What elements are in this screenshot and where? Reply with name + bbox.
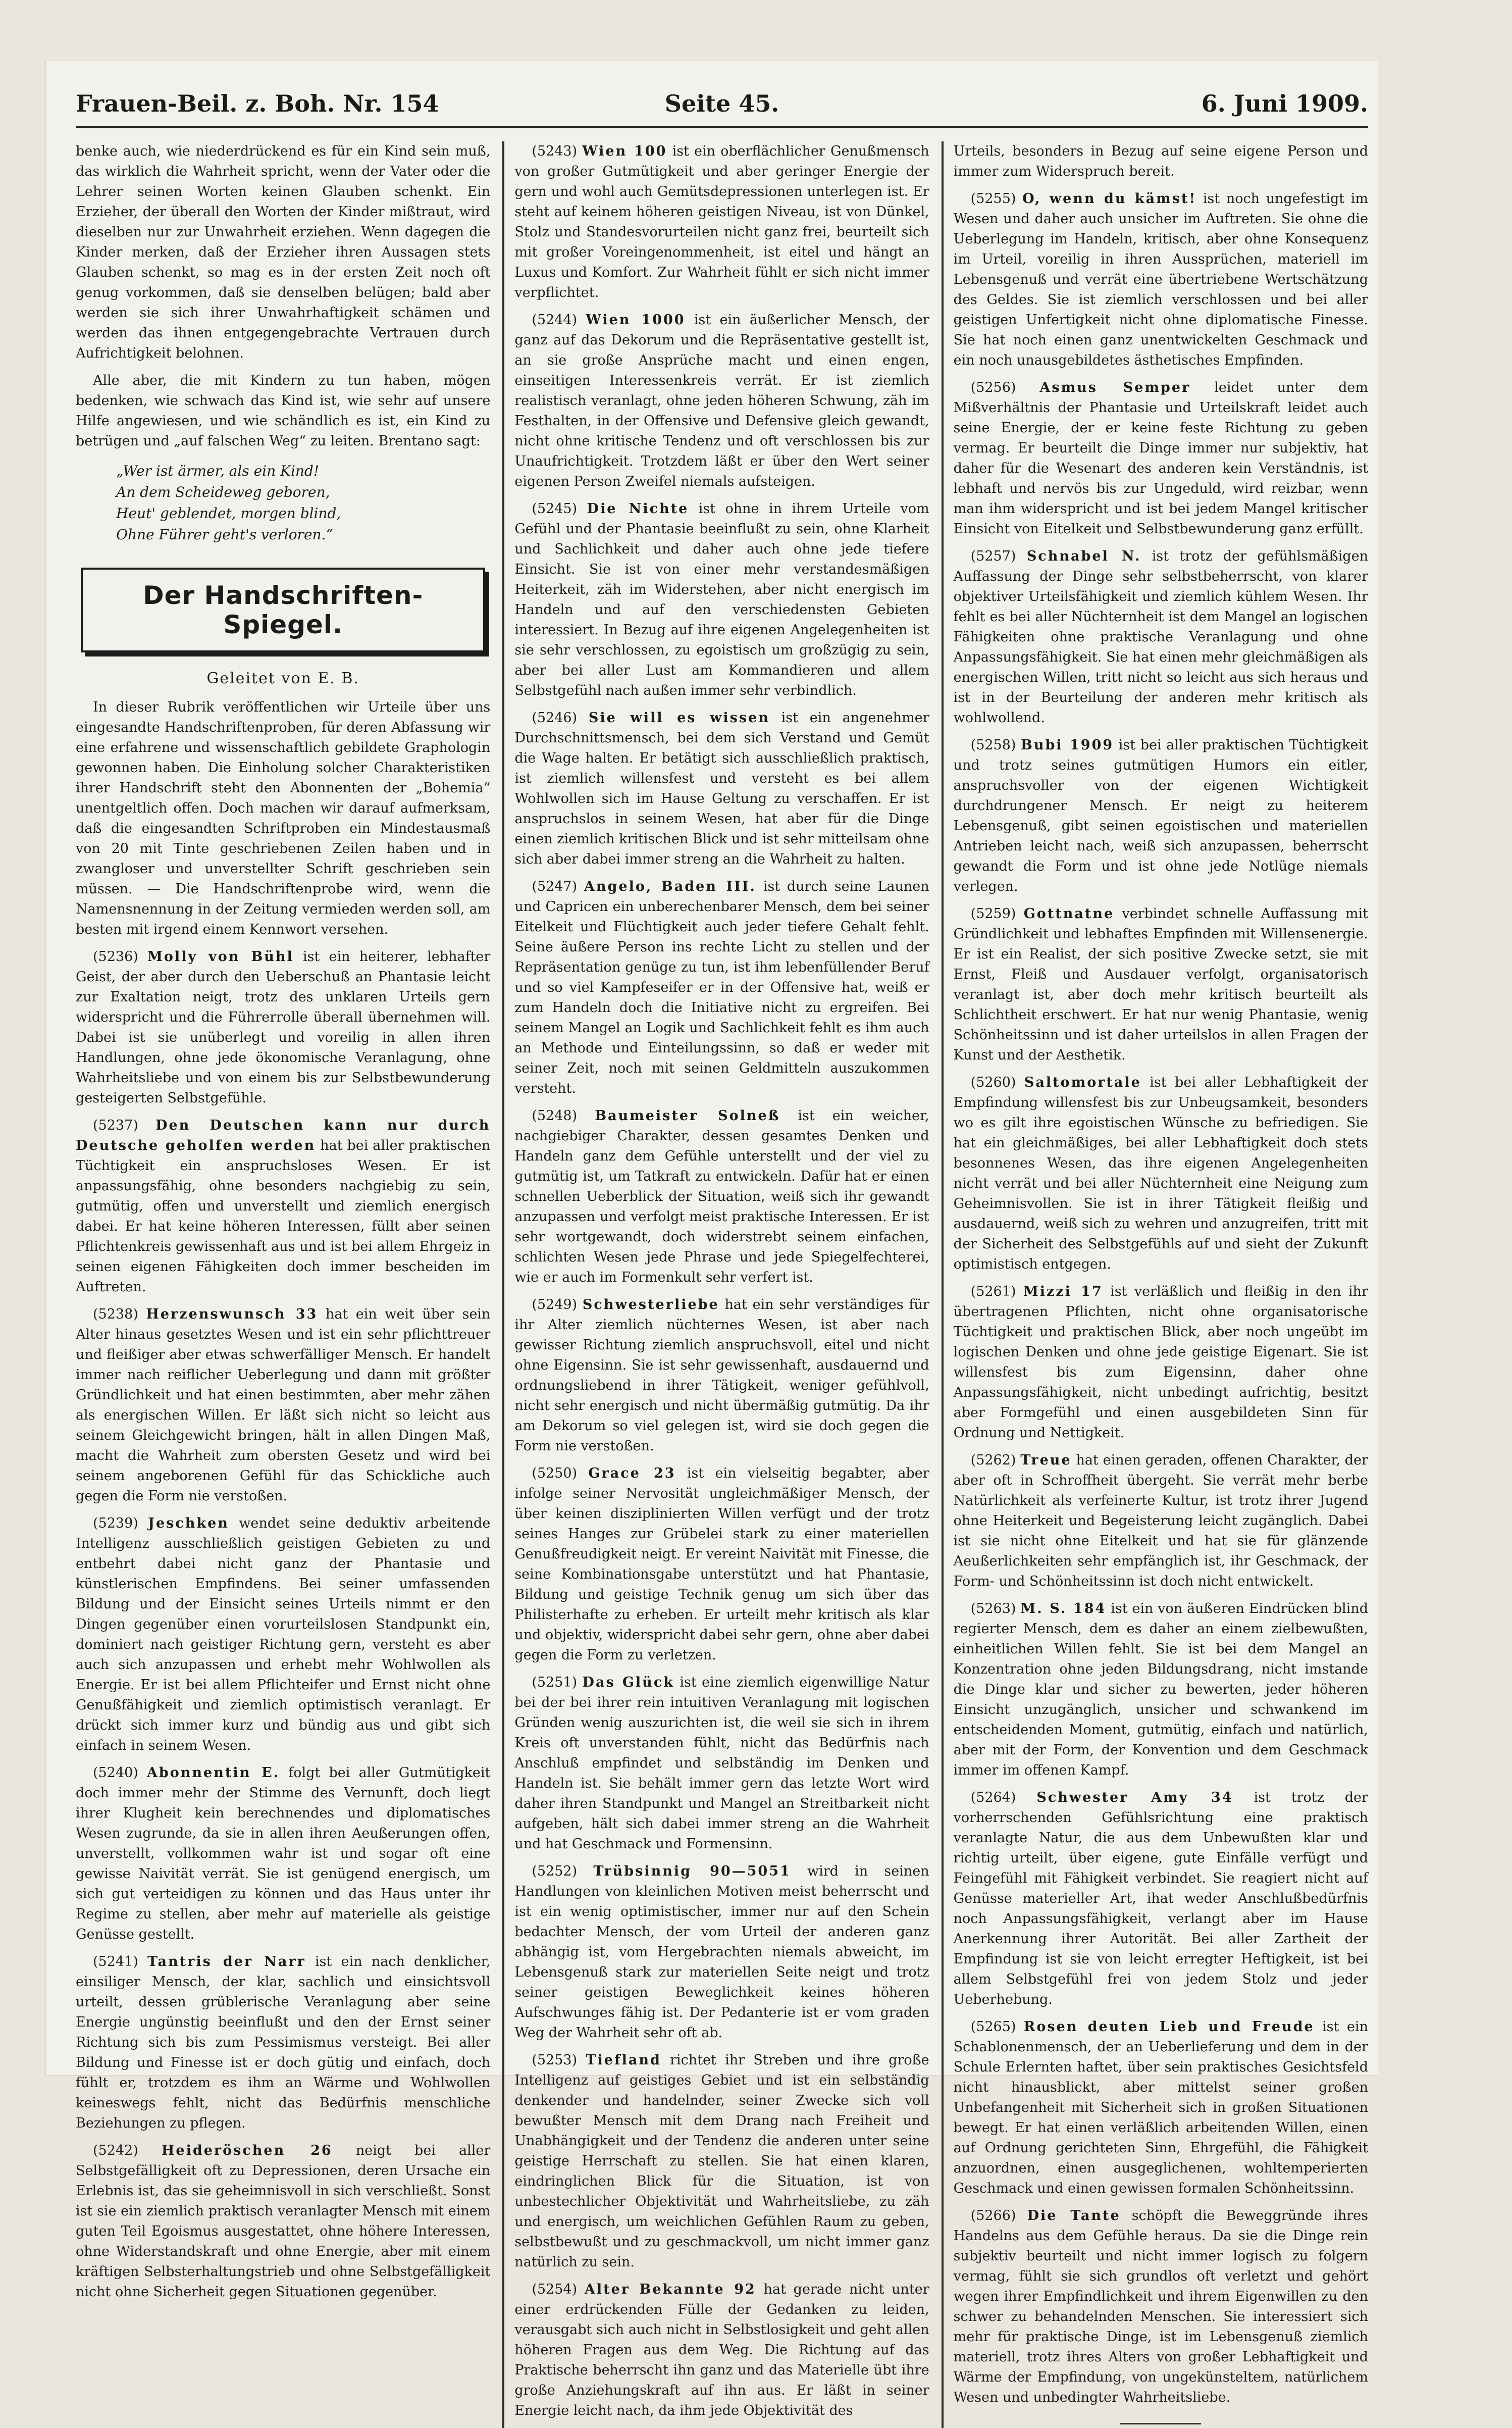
newspaper-page [45,61,1378,2418]
handwriting-entry: (5266) Die Tante schöpft die Beweggründe ihres Handelns aus dem Gefühle heraus. Da sie die Dinge rein subjektiv beurteilt und nicht immer logisch zu folgern vermag, fühlt sie sich grundlos oft verletzt und gehört wegen ihrer Empfindlichkeit und ihrem Eigenwillen zu den schwer zu behandelnden Menschen. Sie interessiert sich mehr für praktische Dinge, ist im Lebensgenuß ziemlich materiell, trotz ihres Alters von großer Lebhaftigkeit und Wärme der Empfindung, von ungekünsteltem, natürlichem Wesen und unbedingter Wahrheitsliebe. [953,2208,1368,2405]
handwriting-entry: (5265) Rosen deuten Lieb und Freude ist ein Schablonenmensch, der an Ueberlieferung und dem in der Schule Erlernten haftet, über sein praktisches Gesichtsfeld nicht hinausblickt, aber mittelst seiner großen Unbefangenheit mit Sicherheit sich in großen Situationen bewegt. Er hat einen verläßlich arbeitenden Willen, einen auf Ordnung gerichteten Sinn, Ehrgefühl, die Fähigkeit anzuordnen, einen ausgeglichenen, wohltemperierten Geschmack und einen gewissen formalen Schönheitssinn. [953,2019,1368,2196]
handwriting-entry: (5256) Asmus Semper leidet unter dem Mißverhältnis der Phantasie und Urteilskraft leidet auch seine Energie, der er keine feste Richtung zu geben vermag. Er beurteilt die Dinge immer nur subjektiv, hat daher für die Wesenart des anderen kein Verständnis, ist lebhaft und nervös bis zur Ungeduld, wird reizbar, wenn man ihm widerspricht und ist bei jedem Mangel kritischer Einsicht von Eitelkeit und Selbstbewunderung ganz erfüllt. [953,380,1368,537]
section-byline: Geleitet von E. B. [206,670,359,687]
end-rule [1120,2423,1201,2424]
handwriting-entry: (5263) M. S. 184 ist ein von äußeren Eindrücken blind regierter Mensch, dem es daher an einem zielbewußten, einheitlichen Willen fehlt. Sie ist bei dem Mangel an Konzentration ohne jeden Bildungsdrang, nicht imstande die Dinge klar und sicher zu bewerten, jeder höheren Einsicht unzugänglich, unsicher und schwankend im entscheidenden Moment, gutmütig, einfach und natürlich, aber mit der Form, der Konvention und dem Geschmack immer im offenen Kampf. [953,1601,1368,1778]
handwriting-entry: (5240) Abonnentin E. folgt bei aller Gutmütigkeit doch immer mehr der Stimme des Vernunft, doch liegt ihrer Klugheit kein berechnendes und diplomatisches Wesen zugrunde, da sie in allen ihren Aeußerungen offen, unverstellt, vollkommen wahr ist und sogar oft eine gewisse Naivität verrät. Sie ist genügend energisch, um sich gut verteidigen zu können und das Haus unter ihr Regime zu stellen, aber mehr auf materielle als geistige Genüsse gestellt. [76,1765,491,1942]
header-page-number: Seite 45. [664,90,779,117]
page-header [76,81,1368,128]
handwriting-entry: (5245) Die Nichte ist ohne in ihrem Urteile vom Gefühl und der Phantasie beeinflußt zu sein, ohne Klarheit und Sachlichkeit und daher auch ohne jede tiefere Einsicht. Sie ist von einer mehr verstandesmäßigen Heiterkeit, zäh im Widerstehen, aber nicht energisch im Handeln und auf den verschiedensten Gebieten interessiert. In Bezug auf ihre eigenen Angelegenheiten ist sie sehr verschlossen, zu egoistisch um großzügig zu sein, aber bei aller Lust am Kommandieren und allem Selbstgefühl nach außen immer sehr verbindlich. [514,501,929,698]
poem-line: An dem Scheideweg geboren, [116,484,330,500]
handwriting-entry: (5238) Herzenswunsch 33 hat ein weit über sein Alter hinaus gesetztes Wesen und ist ein sehr pflichttreuer und fleißiger aber etwas schwerfälliger Mensch. Er handelt immer nach reiflicher Ueberlegung und dann mit größter Gründlichkeit und hat einen bestimmten, aber mehr zähen als energischen Willen. Er läßt sich nicht so leicht aus seinem Gleichgewicht bringen, hält in allen Dingen Maß, macht die Wahrheit zum obersten Gesetz und wird bei seinem angeborenen Gefühl für das Schickliche auch gegen die Form nie verstoßen. [76,1306,491,1504]
handwriting-entry: (5237) Den Deutschen kann nur durch Deutsche geholfen werden hat bei aller praktischen Tüchtigkeit ein anspruchsloses Wesen. Er ist anpassungsfähig, ohne besonders nachgiebig zu sein, gutmütig, offen und unverstellt und ziemlich energisch dabei. Er hat keine höheren Interessen, füllt aber seinen Pflichtenkreis gewissenhaft aus und ist bei allem Ehrgeiz in seinen eigenen Fähigkeiten doch immer bescheiden im Auftreten. [76,1118,491,1295]
handwriting-entry: (5244) Wien 1000 ist ein äußerlicher Mensch, der ganz auf das Dekorum und die Repräsentative gestellt ist, an sie große Ansprüche macht und einen engen, einseitigen Interessenkreis verrät. Er ist ziemlich realistisch veranlagt, ohne jeden höheren Schwung, zäh im Festhalten, in der Offensive und Defensive gleich gewandt, nicht ohne kritische Tendenz und oft verschlossen bis zur Unaufrichtigkeit. Trotzdem läßt er über den Wert seiner eigenen Person Zweifel niemals aufsteigen. [514,312,929,489]
handwriting-entry: (5260) Saltomortale ist bei aller Lebhaftigkeit der Empfindung willensfest bis zur Unbeugsamkeit, besonders wo es gilt ihre egoistischen Wünsche zu befriedigen. Sie hat ein gleichmäßiges, bei aller Lebhaftigkeit doch stets besonnenes Wesen, das ihre eigenen Angelegenheiten nicht verrät und bei aller Nüchternheit eine Neigung zum Geheimnisvollen. Sie ist in ihrer Tätigkeit fleißig und ausdauernd, weiß sich zu wehren und anzugreifen, tritt mit der Sicherheit des Selbstgefühls auf und sieht der Zukunft optimistisch entgegen. [953,1075,1368,1272]
handwriting-entry: (5252) Trübsinnig 90—5051 wird in seinen Handlungen von kleinlichen Motiven meist beherrscht und ist ein wenig optimistischer, immer nur auf den Schein bedachter Mensch, der vom Urteil der anderen ganz abhängig ist, vom Hergebrachten niemals abweicht, im Lebensgenuß stark zur materiellen Seite neigt und trotz seiner geistigen Beweglichkeit keines höheren Aufschwunges fähig ist. Der Pedanterie ist er vom graden Weg der Wahrheit sehr oft ab. [514,1863,929,2041]
handwriting-entry: (5259) Gottnatne verbindet schnelle Auffassung mit Gründlichkeit und lebhaftes Empfinden mit Willensenergie. Er ist ein Realist, der sich positive Zwecke setzt, sie mit Ernst, Fleiß und Ausdauer verfolgt, organisatorisch veranlagt ist, aber doch mehr kritisch beurteilt als Schlichtheit erschwert. Er hat nur wenig Phantasie, wenig Schönheitssinn und ist daher urteilslos in allen Fragen der Kunst und der Aesthetik. [953,906,1368,1063]
handwriting-entry: (5249) Schwesterliebe hat ein sehr verständiges für ihr Alter ziemlich nüchternes Wesen, ist aber nach gewisser Richtung ziemlich anspruchsvoll, eitel und nicht ohne Eigensinn. Sie ist sehr gewissenhaft, ausdauernd und ordnungsliebend in ihrer Tätigkeit, weniger gefühlvoll, nicht sehr energisch und nicht übermäßig gutmütig. Da ihr am Dekorum so viel gelegen ist, wird sie doch gegen die Form nie verstoßen. [514,1297,929,1454]
text-columns [76,141,1368,2418]
poem-line: „Wer ist ärmer, als ein Kind! [116,463,320,479]
handwriting-entry: (5258) Bubi 1909 ist bei aller praktischen Tüchtigkeit und trotz seines gutmütigen Humors ein eitler, anspruchsvoller von der eigenen Wichtigkeit durchdrungener Mensch. Er neigt zu heiterem Lebensgenuß, gibt seinen egoistischen und materiellen Antrieben leicht nach, weiß sich anzupassen, beherrscht gewandt die Form und ist ohne jede Notlüge niemals verlegen. [953,737,1368,894]
handwriting-entry: (5236) Molly von Bühl ist ein heiterer, lebhafter Geist, der aber durch den Ueberschuß an Phantasie leicht zur Exaltation neigt, trotz des unklaren Urteils gern widerspricht und die Führerrolle überall übernehmen will. Dabei ist sie unüberlegt und voreilig in allen ihren Handlungen, ohne jede ökonomische Veranlagung, ohne Wahrheitsliebe und von einem bis zur Selbstbewunderung gesteigerten Selbstgefühle. [76,949,491,1106]
column-2 [514,141,929,2428]
handwriting-entry: (5254) Alter Bekannte 92 hat gerade nicht unter einer erdrückenden Fülle der Gedanken zu leiden, verausgabt sich auch nicht in Selbstlosigkeit und geht allen höheren Fragen aus dem Weg. Die Richtung auf das Praktische beherrscht ihn ganz und das Materielle übt ihre große Anziehungskraft auf ihn aus. Er läßt in seiner Energie leicht nach, da ihm jede Objektivität des [514,2282,929,2418]
continued-text: Urteils, besonders in Bezug auf seine eigene Person und immer zum Widerspruch bereit. [953,143,1368,179]
poem-quote [116,461,490,545]
handwriting-entry: (5257) Schnabel N. ist trotz der gefühlsmäßigen Auffassung der Dinge sehr selbstbeherrscht, von klarer objektiver Urteilsfähigkeit und ziemlich kühlem Wesen. Ihr fehlt es bei aller Nüchternheit ist dem Mangel an logischen Fähigkeiten ohne praktische Veranlagung und ohne Anpassungsfähigkeit. Sie hat einen mehr gleichmäßigen als energischen Willen, tritt nicht so leicht aus sich heraus und ist in der Beurteilung der anderen mehr kritisch als wohlwollend. [953,548,1368,726]
header-left: Frauen-Beil. z. Boh. Nr. 154 [76,90,439,117]
handwriting-entry: (5241) Tantris der Narr ist ein nach denklicher, einsiliger Mensch, der klar, sachlich und einsichtsvoll urteilt, dessen grüblerische Veranlagung aber seine Energie ungünstig beeinflußt und den der Ernst seiner Richtung sich bis zum Pessimismus versteigt. Bei aller Bildung und Finesse ist er doch gütig und einfach, doch fühlt er, trotzdem es ihm an Wärme und Wohlwollen keineswegs fehlt, nicht das Bedürfnis menschliche Beziehungen zu pflegen. [76,1954,491,2131]
handwriting-entry: (5250) Grace 23 ist ein vielseitig begabter, aber infolge seiner Nervosität ungleichmäßiger Mensch, der über keinen disziplinierten Willen verfügt und der trotz seines Hanges zur Grübelei stark zu einer materiellen Genußfreudigkeit neigt. Er vereint Naivität mit Finesse, die seine Kombinationsgabe unterstützt und hat Phantasie, Bildung und geistige Technik genug um sich über das Philisterhafte zu erheben. Er urteilt mehr kritisch als klar und objektiv, widerspricht dabei sehr gern, ohne aber dabei gegen die Form zu verletzen. [514,1465,929,1663]
intro-paragraph: benke auch, wie niederdrückend es für ein Kind sein muß, das wirklich die Wahrheit spricht, wenn der Vater oder die Lehrer seinen Worten keinen Glauben schenkt. Ein Erzieher, der überall den Worten der Kinder mißtraut, wird dieselben nur zur Unwahrheit erziehen. Wenn dagegen die Kinder merken, daß der Erzieher ihren Aussagen stets Glauben schenkt, so mag es in der ersten Zeit noch oft genug vorkommen, daß sie denselben belügen; bald aber werden sie sich ihrer Unwahrhaftigkeit schämen und werden das ihnen entgegengebrachte Vertrauen durch Aufrichtigkeit belohnen. [76,143,491,361]
header-date: 6. Juni 1909. [1201,90,1368,117]
poem-line: Heut' geblendet, morgen blind, [116,505,341,522]
handwriting-entry: (5246) Sie will es wissen ist ein angenehmer Durchschnittsmensch, bei dem sich Verstand und Gemüt die Wage halten. Er betätigt sich ausschließlich praktisch, ist ziemlich willensfest und versteht es bei allem Wohlwollen sich im Hause Geltung zu verschaffen. Er ist anspruchslos in seinem Wesen, hat aber für die Dinge einen ziemlich kritischen Blick und ist sehr mitteilsam ohne sich aber dabei immer streng an die Wahrheit zu halten. [514,710,929,867]
handwriting-entry: (5242) Heideröschen 26 neigt bei aller Selbstgefälligkeit oft zu Depressionen, deren Ursache ein Erlebnis ist, das sie geheimnisvoll in sich verschließt. Sonst ist sie ein ziemlich praktisch veranlagter Mensch mit einem guten Teil Egoismus ausgestattet, ohne höhere Interessen, ohne Widerstandskraft und ohne Energie, aber mit einem kräftigen Selbsterhaltungstrieb und ohne Selbstgefälligkeit nicht ohne Sicherheit gegen Situationen gegenüber. [76,2143,491,2300]
section-title-box: Der Handschriften-Spiegel. [81,568,485,652]
intro-paragraph: Alle aber, die mit Kindern zu tun haben, mögen bedenken, wie schwach das Kind ist, wie sehr auf unsere Hilfe angewiesen, und wie schändlich es ist, ein Kind zu betrügen und „auf falschen Weg“ zu leiten. Brentano sagt: [76,373,491,449]
handwriting-entry: (5264) Schwester Amy 34 ist trotz der vorherrschenden Gefühlsrichtung eine praktisch veranlagte Natur, die aus dem Unbewußten klar und richtig urteilt, über eigene, gute Einfälle verfügt und Feingefühl mit Fähigkeit verbindet. Sie reagiert nicht auf Genüsse materieller Art, ihat weder Anschlußbedürfnis noch Anpassungsfähigkeit, verlangt aber im Hause Anerkennung ihrer Autorität. Bei aller Zartheit der Empfindung ist sie von leicht erregter Heftigkeit, ist bei allem Selbstgefühl frei von jedem Stolz und jeder Ueberhebung. [953,1790,1368,2007]
handwriting-entry: (5255) O, wenn du kämst! ist noch ungefestigt im Wesen und daher auch unsicher im Auftreten. Sie ohne die Ueberlegung im Handeln, kritisch, aber ohne Konsequenz im Urteil, voreilig in ihren Aussprüchen, materiell im Lebensgenuß und verrät eine übertriebene Wertschätzung des Geldes. Sie ist ziemlich verschlossen und bei aller geistigen Unfertigkeit nicht ohne diplomatische Finesse. Sie hat noch einen ganz unentwickelten Geschmack und ein noch unausgebildetes ästhetisches Empfinden. [953,191,1368,368]
handwriting-entry: (5262) Treue hat einen geraden, offenen Charakter, der aber oft in Schroffheit übergeht. Sie verrät mehr berbe Natürlichkeit als verfeinerte Kultur, ist trotz ihrer Jugend ohne Heiterkeit und Begeisterung leicht zugänglich. Dabei ist sie nicht ohne Eitelkeit und hat sie für glänzende Aeußerlichkeiten sehr empfänglich ist, ihr Geschmack, der Form- und Schönheitssinn ist doch nicht entwickelt. [953,1452,1368,1589]
handwriting-entry: (5247) Angelo, Baden III. ist durch seine Launen und Capricen ein unberechenbarer Mensch, dem bei seiner Eitelkeit und Flüchtigkeit auch jeder tiefere Gehalt fehlt. Seine äußere Person ins rechte Licht zu stellen und der Repräsentation genüge zu tun, ist ihm lebenfüllender Beruf und so viel Kampfeseifer er in der Offensive hat, weiß er zum Handeln doch die Initiative nicht zu ergreifen. Bei seinem Mangel an Logik und Sachlichkeit fehlt es ihm auch an Methode und Einteilungssinn, so daß er weder mit seiner Zeit, noch mit seinen Geldmitteln auszukommen versteht. [514,879,929,1096]
column-3 [954,141,1368,2428]
handwriting-entry: (5253) Tiefland richtet ihr Streben und ihre große Intelligenz auf geistiges Gebiet und ist ein selbständig denkender und handelnder, seiner Zwecke sich voll bewußter Mensch mit dem Drang nach Freiheit und Unabhängigkeit und der Tendenz die anderen unter seine geistige Herrschaft zu stellen. Sie hat einen klaren, eindringlichen Blick für die Situation, ist von unbestechlicher Objektivität und Wahrheitsliebe, zu zäh und energisch, um weichlichen Gefühlen Raum zu geben, selbstbewußt und zu geschmackvoll, um nicht immer ganz natürlich zu sein. [514,2052,929,2270]
handwriting-entry: (5239) Jeschken wendet seine deduktiv arbeitende Intelligenz ausschließlich geistigen Gebieten zu und entbehrt dabei nicht ganz der Phantasie und künstlerischen Empfindens. Bei seiner umfassenden Bildung und der Einsicht seines Urteils nimmt er den Dingen gegenüber einen vorurteilslosen Standpunkt ein, dominiert nach geistiger Richtung gern, versteht es aber auch sich anzupassen und erhebt mehr Wohlwollen als Energie. Er ist bei allem Pflichteifer und Ernst nicht ohne Genußfähigkeit und ziemlich optimistisch veranlagt. Er drückt sich immer kurz und bündig aus und gibt sich einfach in seinem Wesen. [76,1515,491,1753]
handwriting-entry: (5243) Wien 100 ist ein oberflächlicher Genußmensch von großer Gutmütigkeit und aber geringer Energie der gern und wohl auch Gemütsdepressionen unterlegen ist. Er steht auf keinem höheren geistigen Niveau, ist von Dünkel, Stolz und Standesvorurteilen nicht ganz frei, beurteilt sich mit großer Voreingenommenheit, ist eitel und hängt an Luxus und Komfort. Zur Wahrheit fühlt er sich nicht immer verpflichtet. [514,143,929,300]
poem-line: Ohne Führer geht's verloren.“ [116,526,333,543]
handwriting-entry: (5251) Das Glück ist eine ziemlich eigenwillige Natur bei der bei ihrer rein intuitiven Veranlagung mit logischen Gründen wenig auszurichten ist, die weil sie sich in ihrem Kreis oft unverstanden fühlt, nicht das Bedürfnis nach Anschluß empfindet und selbständig im Denken und Handeln ist. Sie behält immer gern das letzte Wort wird daher ihren Standpunkt und Mangel an Streitbarkeit nicht aufgeben, hält sich dabei immer streng an die Wahrheit und hat Geschmack und Formensinn. [514,1675,929,1852]
handwriting-entry: (5248) Baumeister Solneß ist ein weicher, nachgiebiger Charakter, dessen gesamtes Denken und Handeln ganz dem Gefühle unterstellt und der viel zu gutmütig ist, um Tatkraft zu entwickeln. Dafür hat er einen schnellen Ueberblick der Situation, weiß sich ihr gewandt anzupassen und verfolgt meist praktische Interessen. Er ist sehr wortgewandt, doch widerstrebt seinem einfachen, schlichten Wesen jede Phrase und jede Spiegelfechterei, wie er auch im Formenkult sehr verfert ist. [514,1108,929,1285]
handwriting-entry: (5261) Mizzi 17 ist verläßlich und fleißig in den ihr übertragenen Pflichten, nicht ohne organisatorische Tüchtigkeit und praktischen Blick, aber noch ungeübt im logischen Denken und ohne jede geistige Eigenart. Sie ist willensfest bis zum Eigensinn, daher ohne Anpassungsfähigkeit, nicht unbedingt aufrichtig, besitzt aber Formgefühl und einen ausgebildeten Sinn für Ordnung und Nettigkeit. [953,1284,1368,1441]
section-intro: In dieser Rubrik veröffentlichen wir Urteile über uns eingesandte Handschriftenproben, für deren Abfassung wir eine erfahrene und wissenschaftlich gebildete Graphologin gewonnen haben. Die Einholung solcher Charakteristiken ihrer Handschrift steht den Abonnenten der „Bohemia“ unentgeltlich offen. Doch machen wir darauf aufmerksam, daß die eingesandten Schriftproben ein Mindestausmaß von 20 mit Tinte geschriebenen Zeilen haben und in zwangloser und unverstellter Schrift geschrieben sein müssen. — Die Handschriftenprobe wird, wenn die Namensnennung in der Zeitung vermieden werden soll, am besten mit irgend einem Kennwort versehen. [76,699,491,937]
column-1 [76,141,490,2428]
